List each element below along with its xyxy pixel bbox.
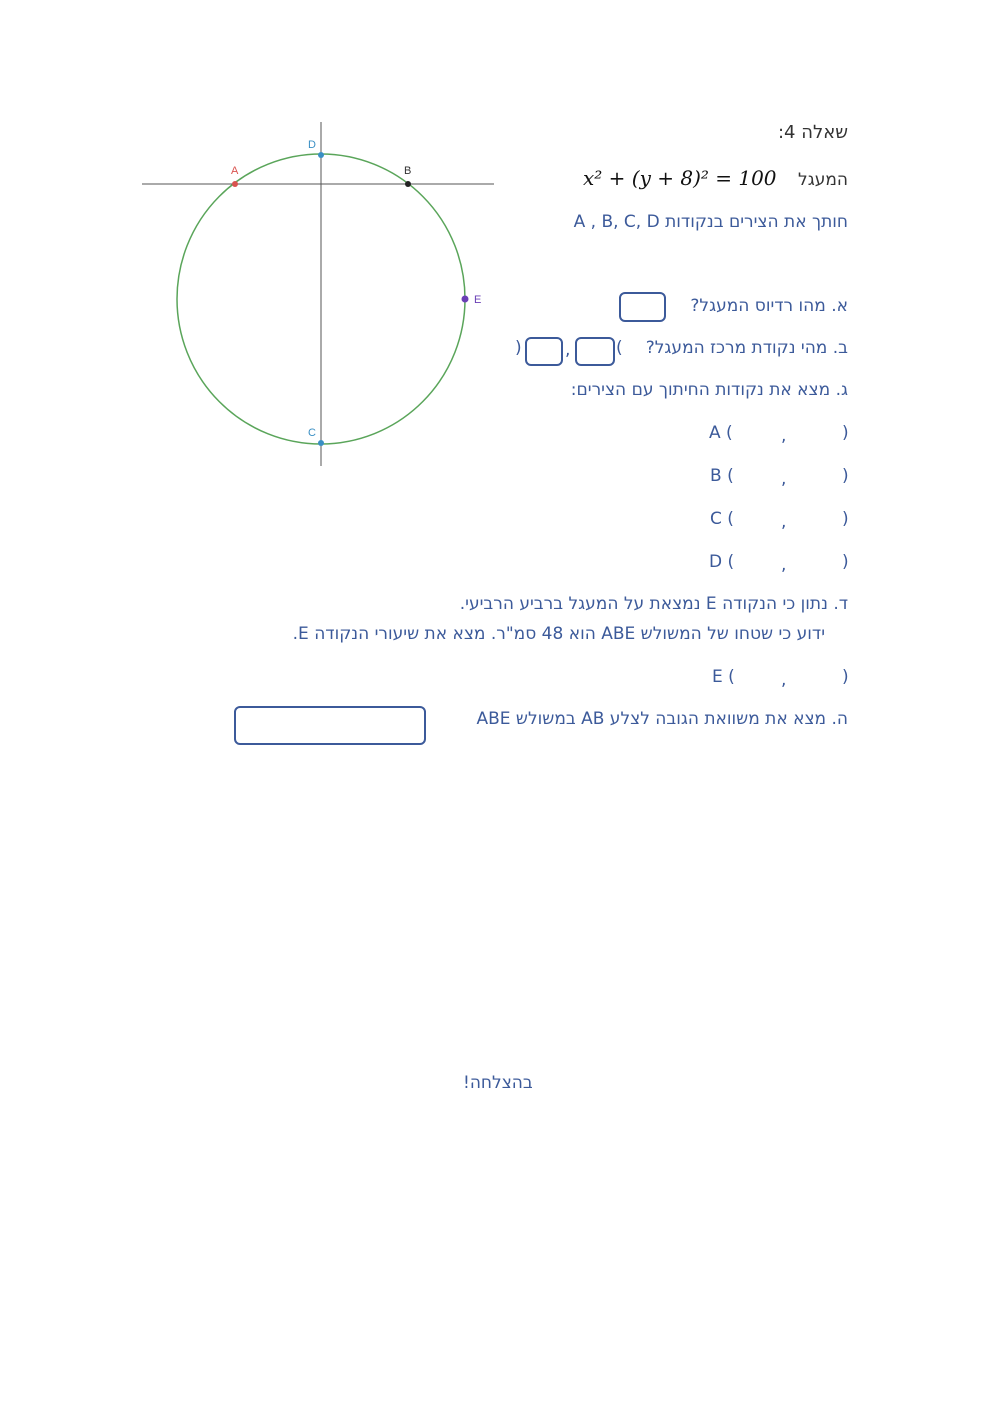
altitude-answer-box[interactable] <box>234 706 426 745</box>
point-a-close: ) <box>842 423 849 443</box>
point-d-comma: , <box>781 555 787 575</box>
part-b-text: ב. מהי נקודת מרכז המעגל? <box>645 338 848 358</box>
point-c-close: ) <box>842 509 849 529</box>
center-open-paren: ( <box>616 338 623 358</box>
circle-word: המעגל <box>798 170 848 190</box>
center-x-box[interactable] <box>575 337 615 366</box>
intersects-text: חותך את הצירים בנקודות A , B, C, D <box>573 212 848 232</box>
point-d-close: ) <box>842 552 849 572</box>
point-c-name: C ( <box>710 509 734 529</box>
point-a-label: A <box>231 165 239 177</box>
point-d-dot <box>318 152 324 158</box>
point-b-comma: , <box>781 469 787 489</box>
point-c-comma: , <box>781 512 787 532</box>
center-comma: , <box>565 340 571 360</box>
point-d-name: D ( <box>709 552 735 572</box>
part-a-text: א. מהו רדיוס המעגל? <box>690 296 848 316</box>
point-a-dot <box>232 181 238 187</box>
part-e-text: ה. מצא את משוואת הגובה לצלע AB במשולש ABE <box>476 709 848 729</box>
point-e-close: ) <box>842 667 849 687</box>
point-e-label: E <box>474 294 482 306</box>
point-e-comma: , <box>781 670 787 690</box>
question-title: שאלה 4: <box>777 122 848 143</box>
point-d-label: D <box>308 139 316 151</box>
part-d-line2: ידוע כי שטחו של המשולש ABE הוא 48 סמ"ר. מצא את שיעורי הנקודה E. <box>292 624 825 644</box>
point-a-name: A ( <box>709 423 733 443</box>
point-b-name: B ( <box>710 466 734 486</box>
point-b-dot <box>405 181 411 187</box>
radius-answer-box[interactable] <box>619 292 666 322</box>
point-c-label: C <box>308 427 316 439</box>
point-c-dot <box>318 440 324 446</box>
point-e-name: E ( <box>712 667 735 687</box>
part-c-text: ג. מצא את נקודות החיתוך עם הצירים: <box>570 380 848 400</box>
point-b-close: ) <box>842 466 849 486</box>
good-luck-text: בהצלחה! <box>463 1073 533 1093</box>
circle-equation: x² + (y + 8)² = 100 <box>583 166 777 190</box>
point-a-comma: , <box>781 426 787 446</box>
point-e-dot <box>462 296 469 303</box>
part-d-line1: ד. נתון כי הנקודה E נמצאת על המעגל ברביע הרביעי. <box>459 594 848 614</box>
point-b-label: B <box>404 165 412 177</box>
center-y-box[interactable] <box>525 337 563 366</box>
center-close-paren: ) <box>515 338 522 358</box>
